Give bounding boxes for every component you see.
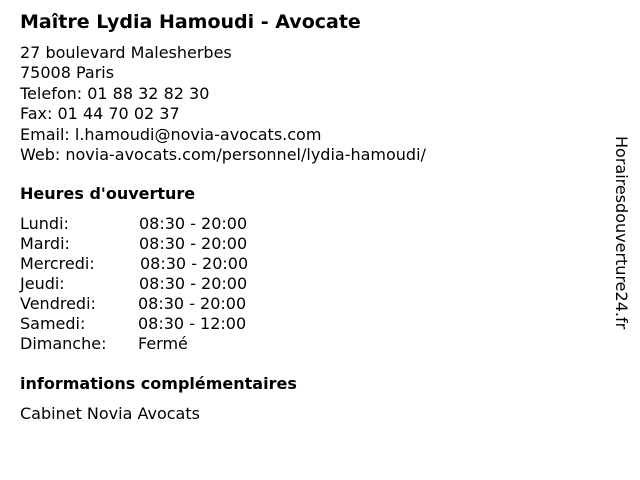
watermark <box>611 136 631 344</box>
fax-number: Fax: 01 44 70 02 37 <box>20 104 180 124</box>
page-title: Maître Lydia Hamoudi - Avocate <box>20 11 361 33</box>
hours-day: Jeudi: <box>20 274 65 293</box>
hours-time: Fermé <box>138 334 188 353</box>
hours-time: 08:30 - 20:00 <box>138 294 247 313</box>
hours-day: Mercredi: <box>20 254 95 273</box>
contact-block <box>20 43 426 165</box>
hours-time: 08:30 - 20:00 <box>139 274 248 293</box>
additional-info-text: Cabinet Novia Avocats <box>20 404 200 423</box>
phone-number: Telefon: 01 88 32 82 30 <box>20 83 210 103</box>
hours-day: Mardi: <box>20 234 70 253</box>
additional-info-heading: informations complémentaires <box>20 374 297 393</box>
hours-day: Vendredi: <box>20 294 96 313</box>
hours-day: Lundi: <box>20 214 69 233</box>
hours-time: 08:30 - 20:00 <box>140 254 249 273</box>
hours-time: 08:30 - 20:00 <box>139 234 248 253</box>
hours-day: Dimanche: <box>20 334 107 353</box>
hours-time: 08:30 - 12:00 <box>138 314 247 333</box>
hours-time: 08:30 - 20:00 <box>139 214 248 233</box>
address-street: 27 boulevard Malesherbes <box>20 43 232 62</box>
address-city: 75008 Paris <box>20 63 115 83</box>
watermark-text: Horairesdouverture24.fr <box>612 136 631 330</box>
hours-day: Samedi: <box>20 314 86 333</box>
email-address: Email: l.hamoudi@novia-avocats.com <box>20 124 322 144</box>
opening-hours-heading: Heures d'ouverture <box>20 184 196 203</box>
website-address: Web: novia-avocats.com/personnel/lydia-hamoudi/ <box>20 144 426 164</box>
